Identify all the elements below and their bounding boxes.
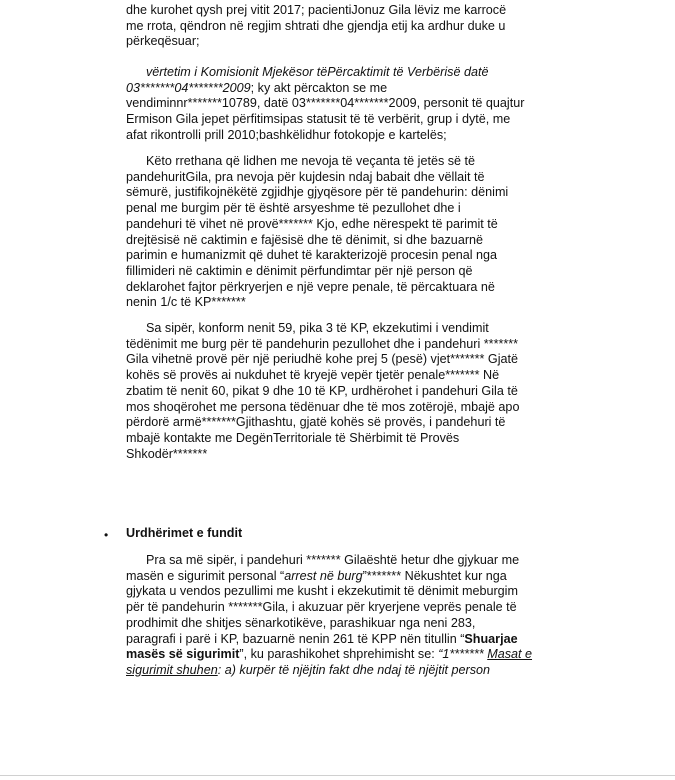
text-line: mbajë kontakte me DegënTerritoriale të Shërbimit të Provës	[126, 430, 460, 445]
text-line: parimin e humanizmit që duhet të karakterizojë procesin penal nga	[126, 248, 498, 263]
text-line: drejtësisë në caktimin e fajësisë dhe të dënimit, si dhe bazuarnë	[126, 232, 484, 247]
text-line	[126, 663, 566, 679]
text-line: Pra sa më sipër, i pandehuri ******* Gilaështë hetur dhe gjykuar me	[146, 553, 520, 567]
text-fragment: ”******* Nëkushtet kur nga	[362, 568, 507, 583]
text-fragment-italic: : a) kurpër të njëjtin fakt dhe ndaj të njëjtit person	[217, 662, 491, 677]
text-line	[126, 569, 566, 585]
paragraph-circumstances	[126, 154, 566, 311]
text-line	[126, 632, 566, 648]
text-line: pandehuri të vihet në provë******* Kjo, edhe nërespekt të parimit të	[126, 216, 498, 231]
section-heading: Urdhërimet e fundit	[126, 526, 243, 540]
text-line: prodhimit dhe shitjes sënarkotikëve, parashikuar nga neni 283,	[126, 615, 476, 630]
text-line: dhe kurohet qysh prej vitit 2017; pacientiJonuz Gila lëviz me karrocë	[126, 3, 507, 17]
text-line: me rrota, qëndron në regjim shtrati dhe gjendja etij ka ardhur duke u	[126, 18, 506, 33]
text-line: sëmurë, justifikojnëkëtë zgjidhje gjyqësore për të pandehurin: dënimi	[126, 185, 509, 200]
page-bottom-border	[0, 775, 675, 776]
text-line: zbatim të nenit 60, pikat 9 dhe 10 të KP, urdhërohet i pandehuri Gila të	[126, 383, 518, 398]
text-fragment: masën e sigurimit personal “	[126, 568, 285, 583]
text-line: tëdënimit me burg për të pandehurin pezullohet dhe i pandehuri *******	[126, 336, 519, 351]
paragraph-final-orders	[126, 553, 566, 679]
text-line: për të pandehurin *******Gila, i akuzuar për kryerjene veprës penale të	[126, 600, 517, 615]
text-fragment-italic: “1*******	[438, 647, 484, 662]
text-line: Sa sipër, konform nenit 59, pika 3 të KP, ekzekutimi i vendimit	[146, 321, 489, 335]
text-line: penal me burgim për të është arsyeshme të pezullohet dhe i	[126, 201, 461, 216]
paragraph-patient-condition	[126, 3, 566, 50]
paragraph-suspension	[126, 321, 566, 462]
text-fragment-bold: Shuarjae	[464, 631, 518, 646]
text-fragment-underlined: Masat e	[487, 647, 533, 662]
text-fragment: ”, ku parashikohet shprehimisht se:	[239, 647, 439, 662]
paragraph-blindness-certificate	[126, 65, 566, 144]
text-line: deklarohet fajtor përkryerjen e një vepre penale, të përcaktuara në	[126, 279, 495, 294]
text-fragment-underlined: sigurimit shuhen	[126, 662, 218, 677]
text-line: pandehuritGila, pra nevoja për kujdesin ndaj babait dhe vëllait të	[126, 169, 485, 184]
text-fragment-italic: arrest në burg	[284, 568, 363, 583]
text-line: përkeqësuar;	[126, 34, 200, 49]
text-line: vërtetim i Komisionit Mjekësor tëPërcaktimit të Verbërisë datë	[146, 65, 489, 79]
text-line: nenin 1/c të KP*******	[126, 295, 246, 310]
text-line: Këto rrethana që lidhen me nevoja të veçanta të jetës së të	[146, 154, 476, 168]
text-line: afat rikontrolli prill 2010;bashkëlidhur fotokopje e kartelës;	[126, 127, 447, 142]
text-line: përdorë armë*******Gjithashtu, gjatë kohës së provës, i pandehuri të	[126, 415, 506, 430]
text-line	[126, 647, 566, 663]
text-line: Shkodër*******	[126, 446, 208, 461]
text-line: fillimideri në caktimin e dënimit përfundimtar për një person që	[126, 263, 473, 278]
text-line: gjykata u vendos pezullimi me kusht i ekzekutimit të dënimit meburgim	[126, 584, 518, 599]
certificate-date: 03*******04*******2009	[126, 80, 251, 95]
text-line: mos shoqërohet me persona tëdënuar dhe të mos zotërojë, mbajë apo	[126, 399, 520, 414]
text-fragment-bold: masës së sigurimit	[126, 647, 240, 662]
text-line: Ermison Gila jepet përfitimsipas statusit të të verbërit, grup i dytë, me	[126, 112, 511, 127]
text-line: Gila vihetnë provë për një periudhë kohe prej 5 (pesë) vjet******* Gjatë	[126, 352, 519, 367]
text-fragment: paragrafi i parë i KP, bazuarnë nenin 261 të KPP nën titullin “	[126, 631, 465, 646]
text-line: vendiminnr*******10789, datë 03*******04*******2009, personit të quajtur	[126, 96, 525, 111]
text-line	[126, 81, 566, 97]
bullet-marker: •	[104, 528, 109, 542]
text-line: kohës së provës ai nukduhet të kryejë vepër tjetër penale******* Në	[126, 368, 500, 383]
text-fragment: ; ky akt përcakton se me	[250, 80, 388, 95]
